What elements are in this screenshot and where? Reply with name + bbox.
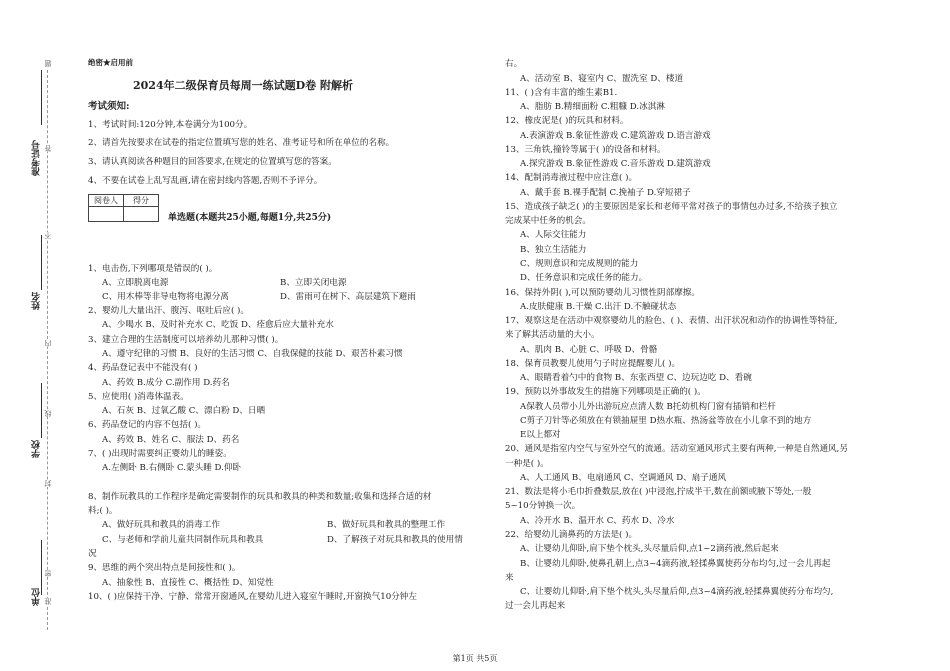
- option-line: A、药效 B.成分 C.副作用 D.药名: [102, 378, 230, 388]
- name-field[interactable]: [41, 235, 42, 290]
- question-line: 15、造成孩子缺乏( )的主要原因是家长和老师平常对孩子的事情包办过多,不给孩子独立: [505, 202, 838, 212]
- grader-table: [88, 194, 159, 222]
- question-line: 右。: [505, 59, 523, 69]
- option-line: A保教人员带小儿外出游玩应点清人数 B托幼机构门窗有插销和栏杆: [520, 402, 776, 412]
- question-line: 6、药品登记的内容不包括( )。: [88, 420, 207, 430]
- option-line: D、雷雨可在树下、高层建筑下避雨: [280, 292, 416, 302]
- exam-id-label: 准考证号: [32, 140, 42, 176]
- binding-strip: [0, 0, 72, 671]
- option-line: A、立即脱离电源: [102, 278, 169, 288]
- seal-mark: 线: [44, 410, 52, 417]
- question-line: 5、应使用( )消毒体温表。: [88, 392, 189, 402]
- school-field[interactable]: [41, 383, 42, 438]
- seal-mark: 不: [44, 232, 52, 239]
- option-line: C、用木棒等非导电物将电源分离: [102, 292, 229, 302]
- question-line: 21、数法是将小毛巾折叠数层,放在( )中浸泡,拧成半干,数在前额或腋下等处,一般: [505, 487, 812, 497]
- option-line: A、肌肉 B、心脏 C、呼吸 D、骨骼: [520, 345, 658, 355]
- option-line: D、任务意识和完成任务的能力。: [520, 273, 648, 283]
- question-line: 16、保持外阴( ),可以预防婴幼儿习惯性阴部摩擦。: [505, 288, 700, 298]
- question-line: 10、( )应保持干净、宁静、常常开窗通风,在婴幼儿进入寝室午睡时,开窗换气10分钟左: [88, 592, 417, 602]
- seal-mark: 题: [44, 60, 52, 67]
- option-line: A.探究游戏 B.象征性游戏 C.音乐游戏 D.建筑游戏: [520, 159, 711, 169]
- option-line: A.表演游戏 B.象征性游戏 C.建筑游戏 D.语言游戏: [520, 131, 711, 141]
- question-line: 1、电击伤,下列哪项是错误的( )。: [88, 264, 218, 274]
- name-label: 姓名: [32, 292, 42, 310]
- question-line: 14、配制消毒液过程中应注意( )。: [505, 173, 638, 183]
- question-line: 11、( )含有丰富的维生素B1.: [505, 88, 618, 98]
- secret-mark: 绝密★启用前: [88, 58, 133, 67]
- question-line: 20、通风是指室内空气与室外空气的流通。活动室通风形式主要有两种,一种是自然通风,另: [505, 444, 848, 454]
- page-title: 2024年二级保育员每周一练试题D卷 附解析: [133, 79, 353, 92]
- question-line: 19、预防以外事故发生的措施下列哪项是正确的( )。: [505, 387, 706, 397]
- unit-field[interactable]: [41, 540, 42, 595]
- page-footer: 第1页 共5页: [452, 654, 498, 663]
- option-line: A、做好玩具和教具的消毒工作: [102, 520, 220, 530]
- option-line: 况: [88, 549, 97, 559]
- notice-item: 2、请首先按要求在试卷的指定位置填写您的姓名、准考证号和所在单位的名称。: [88, 138, 395, 148]
- notice-heading: 考试须知:: [88, 101, 130, 112]
- option-line: D、了解孩子对玩具和教具的使用情: [327, 535, 463, 545]
- seal-line: [47, 70, 48, 630]
- school-label: 学校: [32, 440, 42, 458]
- option-line: B、做好玩具和教具的整理工作: [327, 520, 446, 530]
- seal-mark: 准: [44, 598, 52, 605]
- option-line: A、药效 B、姓名 C、服法 D、药名: [102, 435, 240, 445]
- seal-mark: 内: [44, 340, 52, 347]
- option-line: 过一会儿再起来: [505, 601, 566, 611]
- question-line: 7、( )出现时需要纠正婴幼儿的睡姿。: [88, 449, 232, 459]
- notice-item: 3、请认真阅读各种题目的回答要求,在规定的位置填写您的答案。: [88, 157, 337, 167]
- score-cell[interactable]: [124, 207, 159, 222]
- option-line: A、遵守纪律的习惯 B、良好的生活习惯 C、自我保健的技能 D、艰苦朴素习惯: [102, 349, 403, 359]
- option-line: A、冷开水 B、温开水 C、药水 D、冷水: [520, 516, 675, 526]
- option-line: C、与老师和学前儿童共同制作玩具和教具: [102, 535, 264, 545]
- option-line: A、抽象性 B、直接性 C、概括性 D、知觉性: [102, 578, 274, 588]
- option-line: E以上都对: [520, 430, 561, 440]
- seal-mark: 答: [44, 145, 52, 152]
- option-line: B、独立生活能力: [520, 245, 587, 255]
- question-line: 17、观察这是在活动中观察婴幼儿的脸色、( )、表情、出汗状况和动作的协调性等特征,: [505, 316, 838, 326]
- option-line: 来: [505, 573, 514, 583]
- option-line: A、人际交往能力: [520, 230, 587, 240]
- question-line: 9、思维的两个突出特点是间接性和( )。: [88, 563, 241, 573]
- option-line: A、石灰 B、过氧乙酸 C、漂白粉 D、日晒: [102, 406, 266, 416]
- question-line: 18、保育员教婴儿使用勺子时应提醒婴儿( )。: [505, 359, 681, 369]
- exam-id-field[interactable]: [41, 70, 42, 125]
- question-line: 来了解其活动量的大小。: [505, 330, 600, 340]
- section-heading: 单选题(本题共25小题,每题1分,共25分): [168, 213, 332, 223]
- option-line: A.左侧卧 B.右侧卧 C.蒙头睡 D.仰卧: [102, 463, 242, 473]
- notice-item: 1、考试时间:120分钟,本卷满分为100分。: [88, 120, 253, 130]
- seal-mark: 封: [44, 480, 52, 487]
- option-line: B、立即关闭电源: [280, 278, 347, 288]
- option-line: A、眼睛看着勺中的食物 B、东张西望 C、边玩边吃 D、看碗: [520, 373, 752, 383]
- unit-label: 单位: [32, 588, 42, 606]
- score-header: 得分: [124, 195, 159, 207]
- option-line: C、规则意识和完成规则的能力: [520, 259, 639, 269]
- question-line: 13、三角铁,撞铃等属于( )的设备和材料。: [505, 145, 666, 155]
- question-line: 22、给婴幼儿滴鼻药的方法是( )。: [505, 530, 638, 540]
- grader-cell[interactable]: [89, 207, 124, 222]
- question-line: 料;( )。: [88, 506, 118, 516]
- question-line: 5~10分钟换一次。: [505, 501, 581, 511]
- option-line: A.皮肤健康 B.干燥 C.出汗 D.不触碰状态: [520, 302, 677, 312]
- question-line: 3、建立合理的生活制度可以培养幼儿那种习惯( )。: [88, 335, 284, 345]
- option-line: A、脂肪 B.精细面粉 C.粗糠 D.冰淇淋: [520, 102, 665, 112]
- question-line: 一种是( )。: [505, 459, 549, 469]
- question-line: 12、橡皮泥是( )的玩具和材料。: [505, 116, 629, 126]
- option-line: B、让婴幼儿仰卧,使鼻孔朝上,点3~4滴药液,轻揉鼻翼使药分布均匀,过一会儿再起: [520, 559, 831, 569]
- notice-item: 4、不要在试卷上乱写乱画,请在密封线内答题,否则不予评分。: [88, 176, 323, 186]
- option-line: A、少喝水 B、及时补充水 C、吃饭 D、痊愈后应大量补充水: [102, 320, 334, 330]
- option-line: A、戴手套 B.裸手配制 C.挽袖子 D.穿短裙子: [520, 188, 691, 198]
- question-line: 2、婴幼儿大量出汗、腹泻、呕吐后应( )。: [88, 306, 249, 316]
- seal-mark: 密: [44, 570, 52, 577]
- option-line: A、让婴幼儿仰卧,肩下垫个枕头,头尽量后仰,点1~2滴药液,然后起来: [520, 544, 779, 554]
- option-line: A、活动室 B、寝室内 C、盥洗室 D、楼道: [520, 74, 684, 84]
- option-line: C、让婴幼儿仰卧,肩下垫个枕头,头尽量后仰,点3~4滴药液,轻揉鼻翼使药分布均匀,: [520, 587, 834, 597]
- question-line: 8、制作玩教具的工作程序是确定需要制作的玩具和教具的种类和数量;收集和选择合适的材: [88, 492, 432, 502]
- option-line: A、人工通风 B、电扇通风 C、空调通风 D、扇子通风: [520, 473, 727, 483]
- question-line: 4、药品登记表中不能没有( ): [88, 363, 198, 373]
- option-line: C剪子刀针等必须放在有锁抽屉里 D热水瓶、热汤盆等放在小儿拿不到的地方: [520, 416, 812, 426]
- grader-header: 阅卷人: [89, 195, 124, 207]
- question-line: 完成某中任务的机会。: [505, 216, 591, 226]
